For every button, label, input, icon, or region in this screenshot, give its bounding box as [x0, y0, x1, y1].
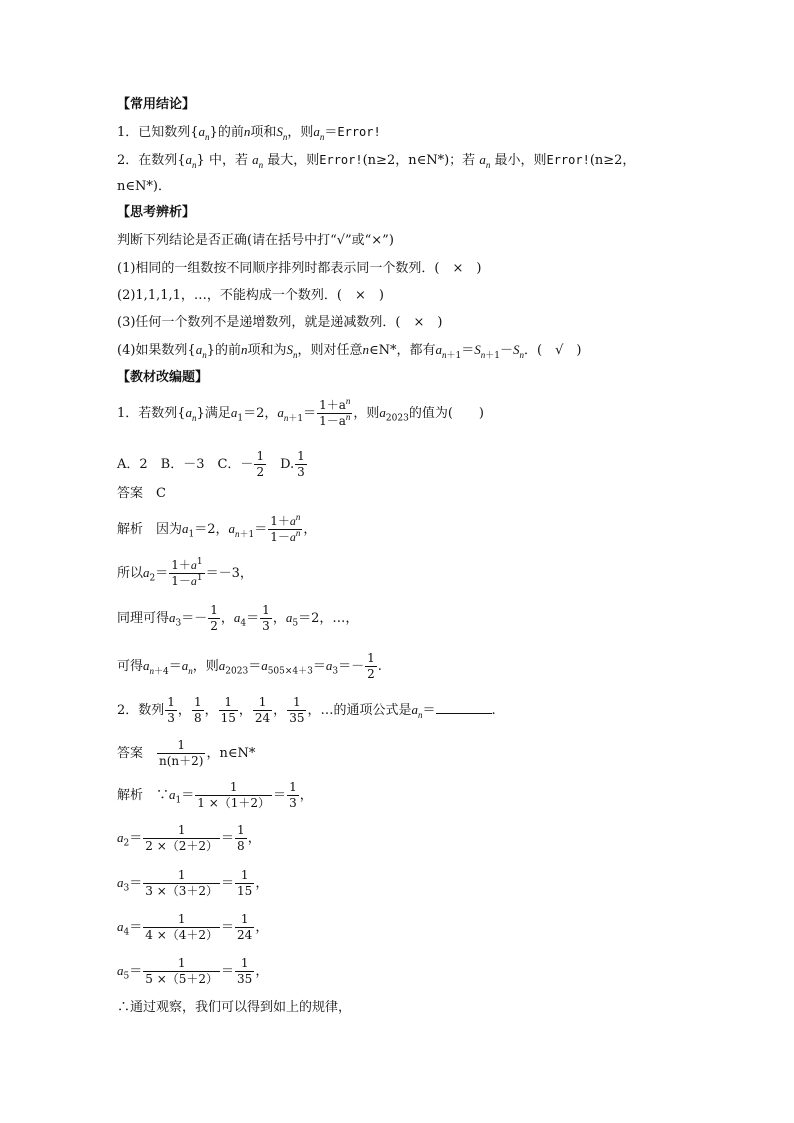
- sequence-term: $\frac{1}{35}$: [289, 695, 305, 725]
- section-think-header: 【思考辨析】: [117, 205, 196, 220]
- judge-intro: 判断下列结论是否正确(请在括号中打“√”或“×”): [117, 233, 394, 248]
- sequence-term: $\frac{1}{3}$: [167, 695, 175, 725]
- conclusion-2: 2．在数列$\{a_n\}$ 中，若 $a_n$ 最大，则Error!(n≥2，n∈N*)；若 $a_n$ 最小，则Error!(n≥2，: [117, 152, 636, 170]
- problem-1-answer: 答案 C: [117, 486, 166, 501]
- sequence-term: $\frac{1}{15}$: [220, 695, 236, 725]
- judge-q3: (3)任何一个数列不是递增数列，就是递减数列．( × ): [117, 315, 443, 330]
- conclusion-2-cont: n∈N*)．: [117, 179, 171, 194]
- analysis-row: $a_3=$ $\frac{1}{3 \times(3+2)}$ ＝ $\frac{1}{15}$ ，: [117, 868, 269, 898]
- sequence-terms: $\frac{1}{3}$ ， $\frac{1}{8}$ ， $\frac{1}{15}$ ， $\frac{1}{24}$ ， $\frac{1}{35}$: [167, 695, 305, 725]
- problem-1-choices: A．2 B．－3 C．－ $\frac{1}{2}$ D. $\frac{1}{3}$: [117, 449, 305, 479]
- problem-1-so: 所以$a_2=$ $\frac{1+a^1}{1-a^1}$ ＝－3，: [117, 557, 253, 588]
- problem-1-analysis: 解析 因为$a_1=2$，$a_{n+1}=$ $\frac{1+a^n}{1-a^n}$ ，: [117, 512, 317, 544]
- problem-2-answer: 答案 $\frac{1}{n(n+2)}$ ，n∈N*: [117, 738, 256, 768]
- judge-q2: (2)1,1,1,1，…，不能构成一个数列．( × ): [117, 288, 384, 303]
- sequence-term: $\frac{1}{24}$: [254, 695, 271, 725]
- sequence-term: $\frac{1}{8}$: [193, 695, 202, 725]
- recurrence-fraction: $\frac{1+a^n}{1-a^n}$: [319, 396, 351, 428]
- judge-q1: (1)相同的一组数按不同顺序排列时都表示同一个数列．( × ): [117, 261, 482, 276]
- judge-q4: (4)如果数列$\{a_n\}$的前n项和为$S_n$，则对任意n∈N*，都有$a_{n+1}=S_{n+1}-S_n$．( √ ): [117, 342, 582, 361]
- problem-1-get: 可得$a_{n+4}=a_n$，则$a_{2023}=a_{505\times 4+3}=a_3=-$ $\frac{1}{2}$ .: [117, 651, 382, 681]
- answer-blank: [436, 701, 492, 714]
- analysis-row: $a_5=$ $\frac{1}{5 \times(5+2)}$ ＝ $\frac{1}{35}$ ，: [117, 956, 269, 986]
- problem-1-similar: 同理可得$a_3=-$ $\frac{1}{2}$ ，$a_4=$ $\frac{1}{3}$ ，$a_5=2$，…，: [117, 603, 359, 633]
- analysis-row: 解析 $\because a_1=$ $\frac{1}{1 \times(1+2)}$ ＝ $\frac{1}{3}$ ，: [117, 780, 313, 810]
- problem-1-stem: 1．若数列$\{a_n\}$满足$a_1=2$，$a_{n+1}=$ $\frac{1+a^n}{1-a^n}$ ，则$a_{2023}$的值为( ): [117, 396, 484, 428]
- section-textbook-header: 【教材改编题】: [117, 370, 209, 385]
- problem-2-stem: 2．数列 $\frac{1}{3}$ ， $\frac{1}{8}$ ， $\frac{1}{15}$ ， $\frac{1}{24}$ ， $\frac{1}{35}$ ，…的通项公式是$a_n=$ .: [117, 695, 496, 725]
- problem-2-conclusion: ∴通过观察，我们可以得到如上的规律，: [117, 1000, 352, 1015]
- conclusion-1: 1．已知数列$\{a_n\}$的前n项和$S_n$，则$a_n=Error$!: [117, 124, 381, 142]
- analysis-row: $a_2=$ $\frac{1}{2 \times(2+2)}$ ＝ $\frac{1}{8}$ ，: [117, 823, 261, 853]
- section-common-header: 【常用结论】: [117, 97, 196, 112]
- analysis-row: $a_4=$ $\frac{1}{4 \times(4+2)}$ ＝ $\frac{1}{24}$ ，: [117, 912, 269, 942]
